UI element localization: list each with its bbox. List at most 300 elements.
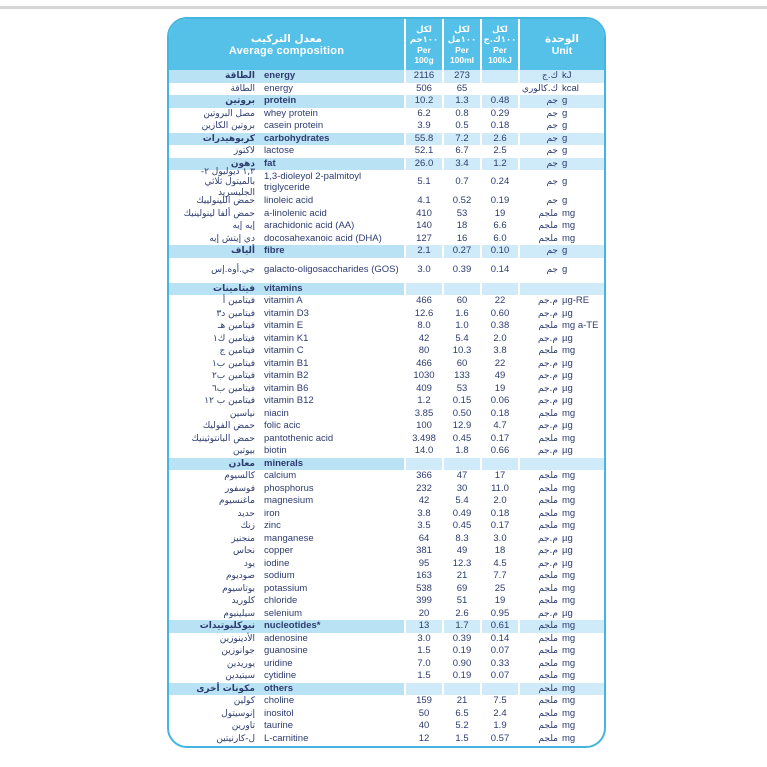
unit-latin: mg — [562, 232, 576, 244]
nutrient-name-arabic: لاكتوز — [233, 146, 255, 156]
value-per-100g: 410 — [404, 208, 442, 221]
value-per-100kj: 0.07 — [480, 645, 518, 658]
nutrient-name-english: casein protein — [264, 120, 324, 131]
nutrient-name-english: galacto-oligosaccharides (GOS) — [264, 263, 399, 275]
nutrient-name-english: protein — [264, 95, 297, 106]
table-row — [169, 458, 604, 471]
nutrient-name-cell — [169, 620, 404, 633]
unit-cell — [518, 733, 604, 746]
value-per-100g: 20 — [404, 608, 442, 621]
unit-latin: mg — [562, 570, 576, 581]
value-per-100kj: 6.0 — [480, 233, 518, 246]
unit-latin: mg — [562, 582, 576, 594]
unit-cell — [518, 558, 604, 571]
value-per-100ml: 69 — [442, 583, 480, 596]
value-per-100ml: 0.52 — [442, 195, 480, 208]
header-per-100g-arabic-line1: لكل — [416, 24, 432, 35]
table-row — [169, 308, 604, 321]
table-row — [169, 233, 604, 246]
unit-cell — [518, 120, 604, 133]
unit-latin: µg — [562, 370, 573, 381]
unit-cell — [518, 220, 604, 233]
header-unit-english: Unit — [551, 44, 573, 57]
value-per-100ml: 16 — [442, 233, 480, 246]
nutrient-name-english: arachidonic acid (AA) — [264, 220, 355, 231]
nutrient-name-cell — [169, 258, 404, 283]
nutrient-name-cell — [169, 733, 404, 746]
value-per-100ml — [442, 458, 480, 471]
value-per-100ml: 49 — [442, 545, 480, 558]
value-per-100kj: 1.9 — [480, 720, 518, 733]
value-per-100g: 40 — [404, 720, 442, 733]
unit-cell — [518, 395, 604, 408]
unit-latin: µg — [562, 382, 573, 394]
value-per-100g — [404, 683, 442, 696]
unit-arabic: جم — [546, 121, 558, 131]
unit-arabic: ملجم — [538, 571, 558, 581]
nutrient-name-cell — [169, 295, 404, 308]
value-per-100g: 26.0 — [404, 158, 442, 171]
table-row — [169, 483, 604, 496]
table-row — [169, 708, 604, 721]
nutrient-name-english: manganese — [264, 532, 314, 544]
table-row — [169, 408, 604, 421]
unit-arabic: ملجم — [538, 321, 558, 331]
value-per-100kj: 2.5 — [480, 145, 518, 158]
nutrient-name-cell — [169, 558, 404, 571]
nutrient-name-english: fibre — [264, 245, 285, 256]
table-row — [169, 433, 604, 446]
value-per-100ml: 1.6 — [442, 308, 480, 321]
table-row — [169, 333, 604, 346]
nutrient-name-english: adenosine — [264, 632, 308, 644]
nutrient-name-arabic: يود — [243, 558, 255, 569]
value-per-100kj: 18 — [480, 545, 518, 558]
value-per-100ml: 18 — [442, 220, 480, 233]
value-per-100kj: 19 — [480, 595, 518, 608]
header-per-100kj — [480, 19, 518, 70]
header-per-100kj-arabic-line1: لكل — [492, 24, 508, 35]
unit-cell — [518, 83, 604, 96]
nutrient-name-cell — [169, 95, 404, 108]
value-per-100ml: 133 — [442, 370, 480, 383]
nutrient-name-english: chloride — [264, 595, 298, 606]
unit-cell — [518, 670, 604, 683]
table-row — [169, 570, 604, 583]
table-row — [169, 166, 604, 198]
table-row — [169, 370, 604, 383]
unit-cell — [518, 508, 604, 521]
unit-latin: mg — [562, 470, 576, 481]
unit-latin: µg — [562, 532, 573, 544]
nutrient-name-arabic: كربوهيدرات — [202, 133, 255, 144]
nutrient-name-arabic: دي إيتش إيه — [209, 233, 255, 244]
nutrient-name-english: folic acic — [264, 420, 301, 431]
nutrient-name-arabic: إنوسيتول — [221, 708, 255, 719]
unit-cell — [518, 245, 604, 258]
value-per-100g: 140 — [404, 220, 442, 233]
value-per-100ml: 0.5 — [442, 120, 480, 133]
value-per-100ml: 10.3 — [442, 345, 480, 358]
unit-arabic: جم — [546, 177, 558, 188]
nutrient-name-cell — [169, 133, 404, 146]
value-per-100kj: 0.17 — [480, 520, 518, 533]
unit-arabic: ملجم — [538, 221, 558, 231]
table-row — [169, 658, 604, 671]
header-per-100ml-english-line1: Per — [455, 44, 469, 55]
nutrient-name-arabic: مكونات أخرى — [196, 683, 255, 694]
value-per-100kj: 7.7 — [480, 570, 518, 583]
nutrient-name-arabic: ماغنسيوم — [219, 496, 255, 506]
table-row — [169, 645, 604, 658]
value-per-100g: 4.1 — [404, 195, 442, 208]
value-per-100ml: 60 — [442, 358, 480, 371]
value-per-100g — [404, 283, 442, 296]
value-per-100g: 5.1 — [404, 170, 442, 195]
value-per-100kj: 4.7 — [480, 420, 518, 433]
table-row — [169, 420, 604, 433]
unit-cell — [518, 370, 604, 383]
unit-latin: mg — [562, 595, 576, 606]
nutrient-name-english: energy — [264, 70, 296, 81]
table-row — [169, 470, 604, 483]
table-row — [169, 695, 604, 708]
nutrient-name-english: selenium — [264, 607, 303, 619]
nutrient-name-cell — [169, 683, 404, 696]
nutrient-name-cell — [169, 633, 404, 646]
unit-cell — [518, 233, 604, 246]
value-per-100ml: 0.45 — [442, 520, 480, 533]
table-row — [169, 145, 604, 158]
value-per-100ml: 1.8 — [442, 445, 480, 458]
unit-arabic: جم — [546, 246, 558, 256]
value-per-100ml: 0.39 — [442, 258, 480, 283]
value-per-100g: 3.85 — [404, 408, 442, 421]
value-per-100kj: 6.6 — [480, 220, 518, 233]
unit-arabic: ملجم — [538, 733, 558, 744]
value-per-100g: 3.5 — [404, 520, 442, 533]
value-per-100g: 12 — [404, 733, 442, 746]
nutrient-name-english: L-carnitine — [264, 732, 309, 744]
unit-latin: mg — [562, 495, 576, 506]
nutrient-name-arabic: فيتامين ب ١٢ — [204, 396, 255, 406]
nutrient-name-cell — [169, 370, 404, 383]
unit-cell — [518, 458, 604, 471]
unit-arabic: جم — [546, 196, 558, 206]
nutrient-name-english: minerals — [264, 457, 304, 469]
nutrient-name-cell — [169, 658, 404, 671]
nutrient-name-arabic: معادن — [228, 458, 255, 469]
value-per-100kj: 0.19 — [480, 195, 518, 208]
value-per-100ml: 2.6 — [442, 608, 480, 621]
value-per-100g: 538 — [404, 583, 442, 596]
value-per-100g: 1030 — [404, 370, 442, 383]
unit-cell — [518, 320, 604, 333]
nutrient-name-english: vitamin A — [264, 295, 303, 306]
nutrient-name-cell — [169, 83, 404, 96]
nutrient-name-english: iron — [264, 507, 280, 519]
nutrient-name-arabic: صوديوم — [225, 571, 255, 581]
value-per-100g: 7.0 — [404, 658, 442, 671]
unit-latin: kcal — [562, 82, 579, 94]
nutrient-name-english: sodium — [264, 570, 295, 581]
value-per-100kj: 7.5 — [480, 695, 518, 708]
value-per-100kj: 22 — [480, 295, 518, 308]
value-per-100kj: 22 — [480, 358, 518, 371]
unit-latin: g — [562, 120, 568, 131]
unit-cell — [518, 495, 604, 508]
value-per-100g: 42 — [404, 495, 442, 508]
value-per-100g: 466 — [404, 295, 442, 308]
nutrient-name-english: vitamin C — [264, 345, 304, 356]
value-per-100kj: 2.0 — [480, 333, 518, 346]
nutrient-name-cell — [169, 333, 404, 346]
nutrient-name-arabic: نيوكليوتيدات — [199, 621, 255, 631]
value-per-100ml: 0.27 — [442, 245, 480, 258]
unit-arabic: ملجم — [538, 671, 558, 681]
unit-arabic: م.جم — [538, 308, 558, 319]
value-per-100ml: 0.15 — [442, 395, 480, 408]
nutrient-name-arabic: مصل البروتين — [203, 108, 255, 119]
unit-arabic: ك.كالوري — [521, 83, 558, 94]
unit-cell — [518, 145, 604, 158]
unit-latin: µg — [562, 420, 573, 431]
unit-latin: kJ — [562, 70, 572, 81]
nutrient-name-english: guanosine — [264, 645, 308, 656]
value-per-100g: 100 — [404, 420, 442, 433]
nutrient-name-cell — [169, 533, 404, 546]
table-row — [169, 245, 604, 258]
value-per-100kj: 0.14 — [480, 633, 518, 646]
nutrient-name-cell — [169, 345, 404, 358]
unit-cell — [518, 445, 604, 458]
value-per-100g: 1.5 — [404, 670, 442, 683]
unit-arabic: ملجم — [538, 521, 558, 531]
unit-arabic: ملجم — [538, 346, 558, 356]
value-per-100kj: 3.8 — [480, 345, 518, 358]
table-body — [169, 70, 604, 745]
unit-arabic: ملجم — [538, 658, 558, 669]
nutrient-name-cell — [169, 570, 404, 583]
value-per-100kj — [480, 458, 518, 471]
value-per-100ml — [442, 683, 480, 696]
nutrient-name-cell — [169, 120, 404, 133]
nutrient-name-cell — [169, 358, 404, 371]
unit-cell — [518, 158, 604, 171]
table-row — [169, 358, 604, 371]
table-row — [169, 258, 604, 283]
nutrient-name-english: magnesium — [264, 495, 314, 506]
value-per-100ml: 0.19 — [442, 645, 480, 658]
unit-arabic: ملجم — [538, 596, 558, 606]
unit-cell — [518, 433, 604, 446]
unit-cell — [518, 108, 604, 121]
value-per-100kj: 0.48 — [480, 95, 518, 108]
value-per-100g: 2116 — [404, 70, 442, 83]
unit-latin: mg — [562, 682, 576, 694]
unit-cell — [518, 645, 604, 658]
value-per-100kj — [480, 683, 518, 696]
value-per-100g: 399 — [404, 595, 442, 608]
nutrient-name-cell — [169, 708, 404, 721]
value-per-100kj: 0.18 — [480, 120, 518, 133]
header-per-100kj-english-line2: 100kJ — [488, 54, 512, 65]
table-row — [169, 720, 604, 733]
unit-arabic: جم — [546, 158, 558, 169]
unit-latin: g — [562, 176, 568, 188]
table-row — [169, 533, 604, 546]
nutrient-name-cell — [169, 545, 404, 558]
unit-latin: mg — [562, 620, 576, 631]
unit-cell — [518, 333, 604, 346]
header-average-composition-english: Average composition — [228, 44, 345, 57]
unit-cell — [518, 383, 604, 396]
nutrient-name-arabic: ل-كارنيتين — [216, 733, 255, 744]
unit-latin: µg — [562, 395, 573, 406]
header-per-100ml-arabic-line2: ١٠٠مل — [447, 34, 477, 45]
value-per-100g: 12.6 — [404, 308, 442, 321]
nutrient-name-cell — [169, 433, 404, 446]
value-per-100g: 14.0 — [404, 445, 442, 458]
table-row — [169, 683, 604, 696]
value-per-100g: 42 — [404, 333, 442, 346]
nutrient-name-cell — [169, 495, 404, 508]
nutrient-name-cell — [169, 408, 404, 421]
unit-cell — [518, 170, 604, 195]
value-per-100ml: 5.4 — [442, 495, 480, 508]
unit-latin: mg — [562, 645, 576, 656]
unit-cell — [518, 470, 604, 483]
header-per-100g-arabic-line2: ١٠٠جم — [409, 34, 439, 45]
value-per-100ml: 1.0 — [442, 320, 480, 333]
value-per-100ml: 0.45 — [442, 433, 480, 446]
unit-arabic: ملجم — [538, 508, 558, 519]
unit-latin: mg — [562, 632, 576, 644]
unit-arabic: ملجم — [538, 433, 558, 444]
unit-arabic: م.جم — [538, 533, 558, 544]
unit-cell — [518, 420, 604, 433]
nutrient-name-arabic: حمض اللينولييك — [196, 196, 255, 206]
nutrient-name-arabic: كلوريد — [231, 596, 255, 606]
unit-arabic: م.جم — [538, 446, 558, 456]
nutrient-name-arabic: فيتامين ج — [219, 346, 255, 356]
nutrient-name-english: inositol — [264, 707, 294, 719]
unit-latin: mg — [562, 507, 576, 519]
unit-arabic: ملجم — [538, 708, 558, 719]
value-per-100ml: 21 — [442, 570, 480, 583]
nutrient-name-arabic: يوريدين — [226, 658, 255, 669]
nutrient-name-arabic: حديد — [237, 508, 255, 519]
unit-arabic: ملجم — [538, 408, 558, 419]
value-per-100kj: 0.57 — [480, 733, 518, 746]
table-row — [169, 383, 604, 396]
nutrient-name-english: fat — [264, 157, 276, 169]
unit-latin: mg a-TE — [562, 320, 599, 331]
value-per-100kj: 11.0 — [480, 483, 518, 496]
unit-cell — [518, 683, 604, 696]
unit-arabic: ك.ج — [541, 71, 558, 81]
value-per-100g: 506 — [404, 83, 442, 96]
nutrient-name-english: biotin — [264, 445, 287, 456]
unit-latin: mg — [562, 520, 576, 531]
unit-arabic: ملجم — [538, 633, 558, 644]
unit-arabic: ملجم — [538, 721, 558, 731]
page-top-divider — [0, 6, 767, 9]
nutrient-name-arabic: الطاقة — [230, 83, 255, 94]
nutrient-name-english: nucleotides* — [264, 620, 321, 631]
unit-latin: mg — [562, 220, 576, 231]
header-average-composition-arabic: معدل التركيب — [250, 32, 323, 45]
table-row — [169, 733, 604, 746]
unit-arabic: ملجم — [538, 483, 558, 494]
nutrient-name-cell — [169, 458, 404, 471]
value-per-100kj: 0.61 — [480, 620, 518, 633]
nutrient-name-english: zinc — [264, 520, 281, 531]
unit-cell — [518, 358, 604, 371]
unit-latin: g — [562, 245, 568, 256]
value-per-100ml: 0.7 — [442, 170, 480, 195]
nutrient-name-english: energy — [264, 82, 294, 94]
value-per-100kj: 2.4 — [480, 708, 518, 721]
unit-arabic: م.جم — [538, 558, 558, 569]
unit-cell — [518, 283, 604, 296]
table-row — [169, 545, 604, 558]
value-per-100kj: 0.95 — [480, 608, 518, 621]
nutrient-name-english: linoleic acid — [264, 195, 314, 206]
unit-latin: µg — [562, 332, 573, 344]
average-composition-table — [167, 17, 606, 748]
unit-arabic: جم — [546, 146, 558, 156]
value-per-100kj: 1.2 — [480, 158, 518, 171]
unit-latin: mg — [562, 345, 576, 356]
nutrient-name-cell — [169, 420, 404, 433]
unit-latin: mg — [562, 657, 576, 669]
nutrient-name-arabic: جي.أوه.إس — [211, 264, 255, 275]
unit-arabic: م.جم — [538, 608, 558, 619]
unit-arabic: ملجم — [538, 696, 558, 706]
nutrient-name-cell — [169, 320, 404, 333]
value-per-100ml: 12.9 — [442, 420, 480, 433]
table-row — [169, 133, 604, 146]
table-row — [169, 445, 604, 458]
value-per-100ml: 12.3 — [442, 558, 480, 571]
value-per-100kj: 0.29 — [480, 108, 518, 121]
unit-latin: mg — [562, 695, 576, 706]
value-per-100g: 409 — [404, 383, 442, 396]
header-per-100g-english-line2: 100g — [414, 54, 434, 65]
unit-cell — [518, 533, 604, 546]
nutrient-name-cell — [169, 520, 404, 533]
value-per-100g: 55.8 — [404, 133, 442, 146]
nutrient-name-english: vitamin E — [264, 320, 304, 331]
unit-arabic: م.جم — [538, 383, 558, 394]
value-per-100kj: 25 — [480, 583, 518, 596]
nutrient-name-arabic: نحاس — [232, 546, 255, 556]
nutrient-name-arabic: فيتامين أ — [222, 296, 255, 306]
nutrient-name-english: potassium — [264, 582, 308, 594]
value-per-100g: 80 — [404, 345, 442, 358]
nutrient-name-arabic: فيتامين هـ — [217, 321, 255, 331]
nutrient-name-cell — [169, 645, 404, 658]
nutrient-name-cell — [169, 583, 404, 596]
value-per-100g: 159 — [404, 695, 442, 708]
unit-arabic: م.جم — [538, 333, 558, 344]
nutrient-name-english: vitamin B1 — [264, 357, 309, 369]
nutrient-name-cell — [169, 220, 404, 233]
nutrient-name-arabic: فيتامين ب٦ — [211, 383, 255, 394]
nutrient-name-arabic: فيتامين ك١ — [213, 333, 255, 344]
nutrient-name-english: calcium — [264, 470, 297, 481]
